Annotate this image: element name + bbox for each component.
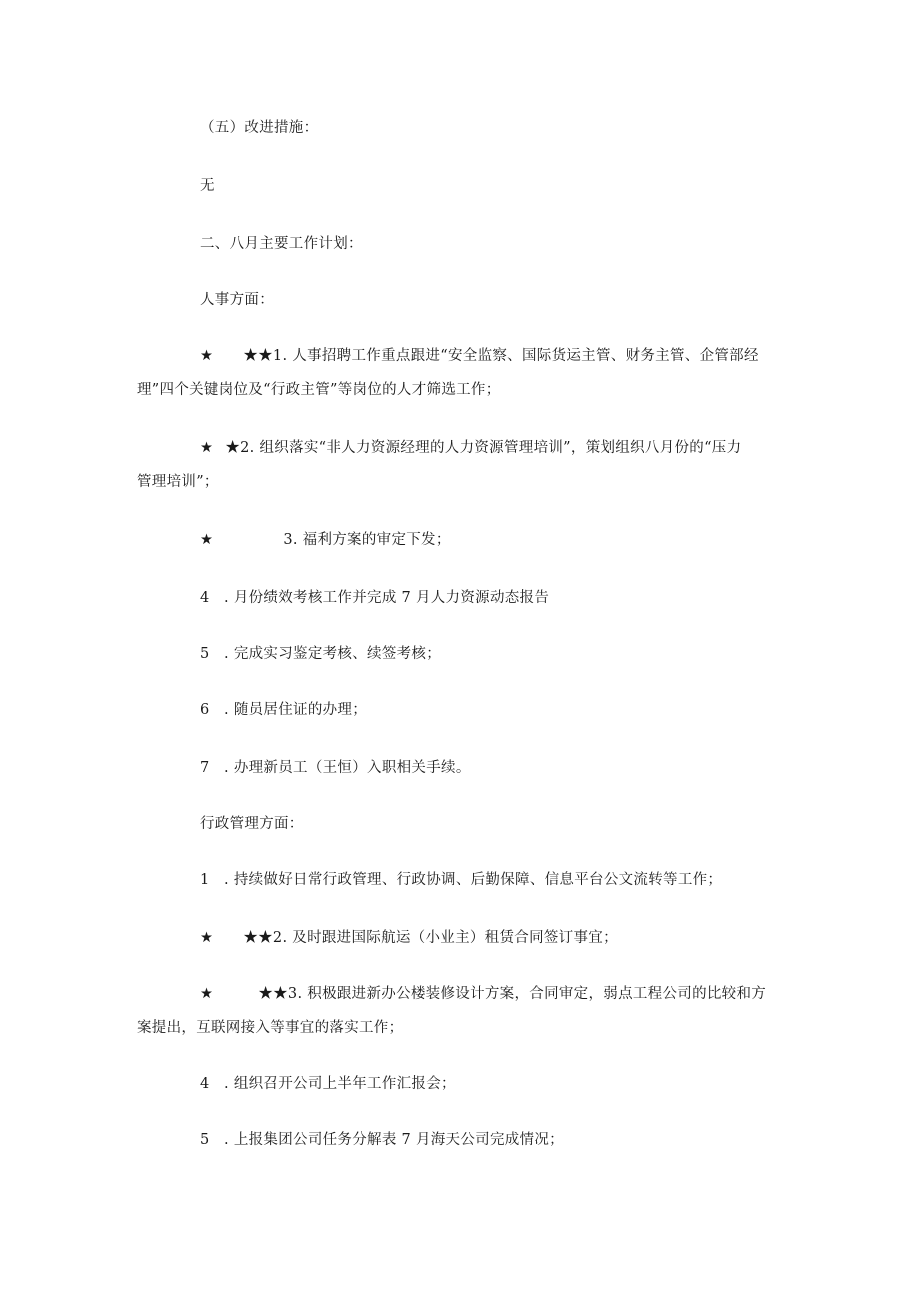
admin-item-3-line-1	[200, 984, 766, 1004]
section-body-none: 无	[200, 178, 215, 194]
hr-item-5: 5 . 完成实习鉴定考核、续签考核；	[200, 646, 442, 662]
hr-item-2-line-2: 管理培训”；	[137, 474, 219, 490]
admin-heading: 行政管理方面：	[200, 816, 304, 832]
admin-item-3-line-2: 案提出，互联网接入等事宜的落实工作；	[137, 1020, 404, 1036]
star-icon: ★	[200, 930, 214, 946]
hr-item-1-line-2: 理”四个关键岗位及“行政主管”等岗位的人才筛选工作；	[137, 382, 501, 398]
star-icon: ★	[200, 532, 214, 548]
admin-item-4: 4 . 组织召开公司上半年工作汇报会；	[200, 1076, 456, 1092]
star-icon: ★	[200, 348, 214, 364]
star-icon: ★★	[258, 986, 288, 1002]
hr-item-2-line-1	[200, 438, 741, 458]
hr-item-2-text-1: 2. 组织落实“非人力资源经理的人力资源管理培训”，策划组织八月份的“压力	[240, 440, 742, 456]
hr-item-3	[200, 530, 451, 550]
hr-heading: 人事方面：	[200, 292, 274, 308]
star-icon: ★	[200, 440, 214, 456]
hr-item-6: 6 . 随员居住证的办理；	[200, 702, 368, 718]
plan-heading: 二、八月主要工作计划：	[200, 236, 363, 252]
hr-item-1-text-1: 1. 人事招聘工作重点跟进“安全监察、国际货运主管、财务主管、企管部经	[272, 348, 759, 364]
hr-item-4: 4 . 月份绩效考核工作并完成 7 月人力资源动态报告	[200, 590, 550, 606]
hr-item-3-text: 3. 福利方案的审定下发；	[283, 532, 451, 548]
admin-item-3-text-1: 3. 积极跟进新办公楼装修设计方案，合同审定，弱点工程公司的比较和方	[287, 986, 767, 1002]
star-icon: ★★	[243, 930, 273, 946]
admin-item-1: 1 . 持续做好日常行政管理、行政协调、后勤保障、信息平台公文流转等工作；	[200, 872, 723, 888]
section-heading-improvement: （五）改进措施：	[200, 120, 319, 136]
star-icon: ★★	[243, 348, 273, 364]
star-icon: ★	[225, 440, 241, 456]
admin-item-2	[200, 928, 618, 948]
admin-item-5: 5 . 上报集团公司任务分解表 7 月海天公司完成情况；	[200, 1132, 564, 1148]
hr-item-7: 7 . 办理新员工（王恒）入职相关手续。	[200, 760, 471, 776]
star-icon: ★	[200, 986, 214, 1002]
admin-item-2-text: 2. 及时跟进国际航运（小业主）租赁合同签订事宜；	[272, 930, 618, 946]
hr-item-1-line-1	[200, 346, 759, 366]
